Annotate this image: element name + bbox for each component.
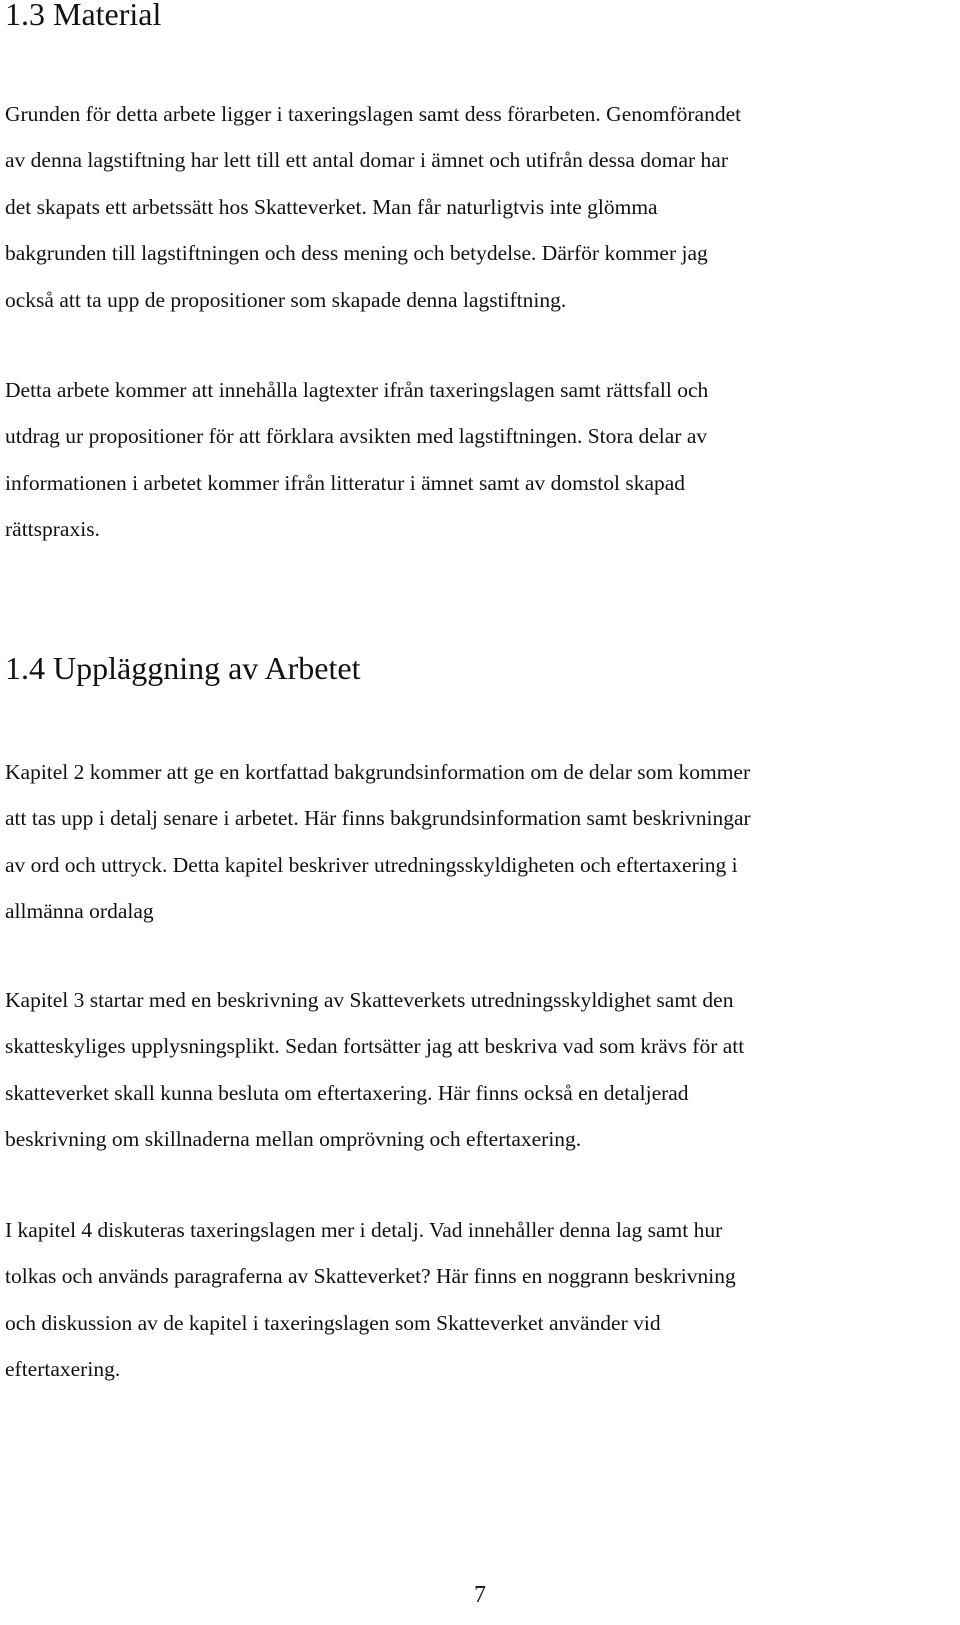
text-line: allmänna ordalag [5, 899, 154, 924]
text-line: eftertaxering. [5, 1357, 121, 1382]
text-line: av ord och uttryck. Detta kapitel beskriver utredningsskyldigheten och eftertaxering i [5, 852, 738, 877]
text-line: av denna lagstiftning har lett till ett antal domar i ämnet och utifrån dessa domar har [5, 148, 729, 173]
section-heading-material: 1.3 Material [5, 0, 162, 32]
text-line: och diskussion av de kapitel i taxeringslagen som Skatteverket använder vid [5, 1310, 661, 1335]
text-line: också att ta upp de propositioner som skapade denna lagstiftning. [5, 287, 567, 312]
text-line: skatteverket skall kunna besluta om eftertaxering. Här finns också en detaljerad [5, 1080, 689, 1105]
paragraph-upplaggning-3 [5, 1207, 935, 1393]
paragraph-upplaggning-2 [5, 977, 935, 1163]
text-line: rättspraxis. [5, 517, 100, 542]
paragraph-upplaggning-1 [5, 749, 935, 935]
text-line: utdrag ur propositioner för att förklara avsikten med lagstiftningen. Stora delar av [5, 424, 708, 449]
text-line: Detta arbete kommer att innehålla lagtexter ifrån taxeringslagen samt rättsfall och [5, 378, 709, 402]
paragraph-material-1 [5, 91, 935, 323]
text-line: I kapitel 4 diskuteras taxeringslagen mer i detalj. Vad innehåller denna lag samt hur [5, 1218, 723, 1242]
text-line: informationen i arbetet kommer ifrån litteratur i ämnet samt av domstol skapad [5, 470, 686, 495]
text-line: Kapitel 3 startar med en beskrivning av Skatteverkets utredningsskyldighet samt den [5, 988, 734, 1012]
text-line: Grunden för detta arbete ligger i taxeringslagen samt dess förarbeten. Genomförandet [5, 102, 742, 126]
text-line: att tas upp i detalj senare i arbetet. Här finns bakgrundsinformation samt beskrivningar [5, 806, 751, 831]
text-line: det skapats ett arbetssätt hos Skatteverket. Man får naturligtvis inte glömma [5, 194, 658, 219]
text-line: beskrivning om skillnaderna mellan omprövning och eftertaxering. [5, 1127, 582, 1152]
page-number: 7 [474, 1582, 486, 1608]
text-line: bakgrunden till lagstiftningen och dess mening och betydelse. Därför kommer jag [5, 241, 708, 266]
text-line: tolkas och används paragraferna av Skatteverket? Här finns en noggrann beskrivning [5, 1264, 736, 1289]
section-heading-upplaggning: 1.4 Uppläggning av Arbetet [5, 650, 361, 686]
text-line: skatteskyliges upplysningsplikt. Sedan fortsätter jag att beskriva vad som krävs för att [5, 1034, 745, 1059]
paragraph-material-2 [5, 367, 935, 553]
text-line: Kapitel 2 kommer att ge en kortfattad bakgrundsinformation om de delar som kommer [5, 760, 751, 784]
